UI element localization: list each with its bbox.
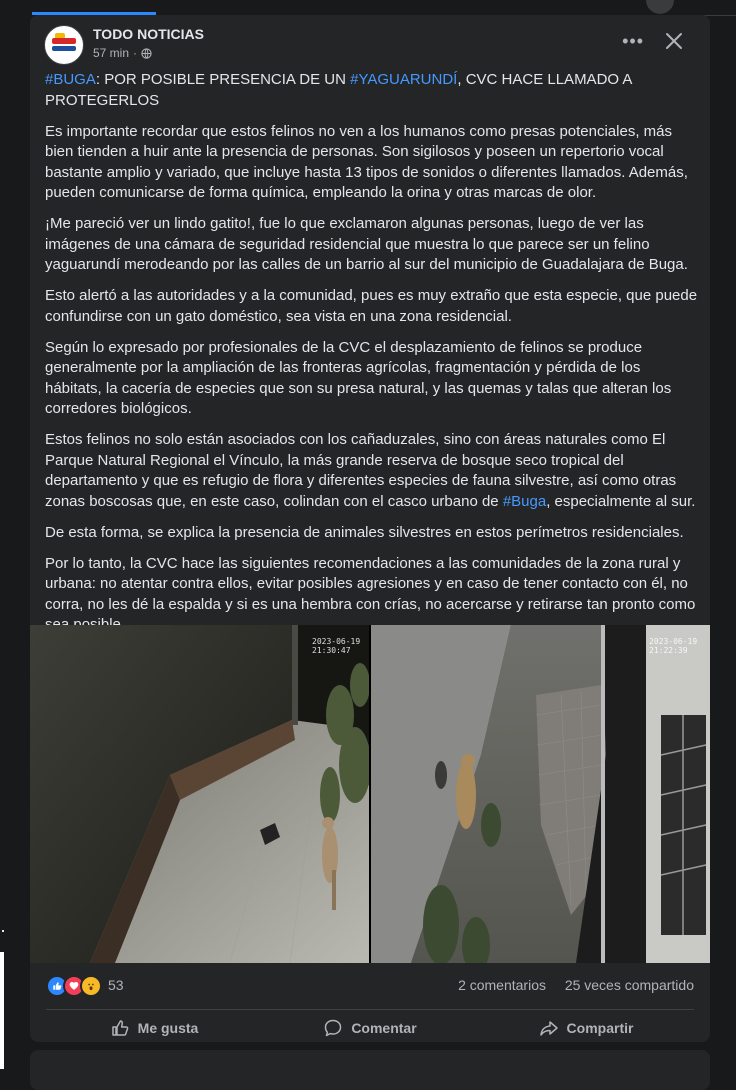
more-options-button[interactable]: •••: [622, 31, 644, 51]
globe-icon[interactable]: [141, 48, 152, 59]
thumbs-up-icon: [110, 1018, 130, 1038]
hashtag-link[interactable]: #Buga: [502, 492, 547, 510]
comment-label: Comentar: [351, 1020, 417, 1036]
photo-right[interactable]: [371, 625, 710, 963]
close-icon[interactable]: [662, 29, 686, 53]
comment-button[interactable]: [262, 1013, 478, 1043]
paragraph-text: Estos felinos no solo están asociados con los cañaduzales, sino con áreas naturales como El Parque Natural Regional el Vínculo, la más grande reserva de bosque seco tropical del departamento y que es refugio de flora y diferentes especies de fauna silvestre, así como otras zonas boscosas que, en este caso, colindan con el casco urbano de: [45, 431, 677, 510]
post-meta: [93, 46, 152, 60]
post-time-link[interactable]: 57 min: [93, 46, 130, 60]
reaction-icons[interactable]: [46, 975, 102, 997]
post-stats: [46, 973, 694, 997]
post-body: [45, 70, 700, 677]
hashtag-link[interactable]: #BUGA: [45, 71, 96, 88]
paragraph-text: , especialmente al sur.: [546, 492, 696, 510]
paragraph: Es importante recordar que estos felinos no ven a los humanos como presas potenciales, más bien tienden a huir ante la presencia de personas. Son sigilosos y poseen un repertorio vocal bastante amplio y variado, que incluye hasta 13 tipos de sonidos o diferentes llamados. Además, pueden comunicarse de forma química, empleando la orina y otras marcas de olor.: [45, 122, 688, 201]
divider: [46, 1009, 694, 1010]
post-header: [44, 25, 696, 67]
share-button[interactable]: [478, 1013, 694, 1043]
camera-timestamp: 2023-06-19 21:30:47: [312, 637, 361, 655]
camera-timestamp: 2023-06-19 21:22:39: [649, 637, 698, 655]
left-edge-panel: [0, 952, 4, 1069]
next-feed-post: [30, 1050, 710, 1090]
post-actions: [46, 1013, 694, 1043]
page-name-link[interactable]: TODO NOTICIAS: [93, 26, 204, 42]
comment-bubble-icon: [323, 1018, 343, 1038]
comments-count-link[interactable]: 2 comentarios: [458, 977, 546, 993]
headline-text: , CVC HACE LLAMADO A PROTEGERLOS: [45, 71, 632, 109]
share-label: Compartir: [566, 1020, 634, 1036]
paragraph: ¡Me pareció ver un lindo gatito!, fue lo que exclamaron algunas personas, luego de ver las imágenes de una cámara de seguridad residencial que muestra lo que parece ser un felino yaguarundí merodeando por las calles de un barrio al sur del municipio de Guadalajara de Buga.: [45, 215, 688, 273]
nav-circle-button[interactable]: [646, 0, 674, 14]
paragraph: [45, 430, 700, 512]
post-headline: [45, 70, 700, 111]
page-avatar[interactable]: [44, 25, 84, 65]
top-nav-edge: [0, 0, 736, 16]
paragraph: Por lo tanto, la CVC hace las siguientes recomendaciones a las comunidades de la zona rural y urbana: no atentar contra ellos, evitar posibles agresiones y en caso de tener contacto con él, no corra, no les dé la espalda y si es una hembra con crías, no acercarse y retirarse tan pronto como: [45, 554, 696, 613]
reaction-count[interactable]: 53: [108, 977, 124, 993]
feed-post: [30, 15, 710, 1042]
share-arrow-icon: [539, 1018, 559, 1038]
post-media: [30, 625, 710, 963]
avatar-logo-mark: [52, 38, 76, 44]
wow-reaction-icon: [80, 975, 102, 997]
headline-text: : POR POSIBLE PRESENCIA DE UN: [95, 71, 351, 88]
security-camera-image: [371, 625, 710, 963]
paragraph: Esto alertó a las autoridades y a la comunidad, pues es muy extraño que esta especie, que puede confundirse con un gato doméstico, sea vista en una zona residencial.: [45, 287, 698, 325]
paragraph: Según lo expresado por profesionales de la CVC el desplazamiento de felinos se produce generalmente por la ampliación de las fronteras agrícolas, fragmentación y pérdida de los hábitats, la cacería de especies que son su presa natural, y las quemas y talas que alteran los corredores biológicos.: [45, 338, 672, 417]
edge-mark: [2, 930, 4, 932]
avatar-logo-mark: [52, 46, 76, 51]
hashtag-link[interactable]: #YAGUARUNDÍ: [350, 71, 458, 88]
shares-count-link[interactable]: 25 veces compartido: [564, 977, 694, 993]
security-camera-image: [30, 625, 369, 963]
photo-left[interactable]: [30, 625, 369, 963]
paragraph: De esta forma, se explica la presencia de animales silvestres en estos perímetros residenciales.: [45, 523, 684, 541]
like-label: Me gusta: [137, 1020, 199, 1036]
like-button[interactable]: [46, 1013, 262, 1043]
meta-separator: ·: [133, 46, 138, 60]
